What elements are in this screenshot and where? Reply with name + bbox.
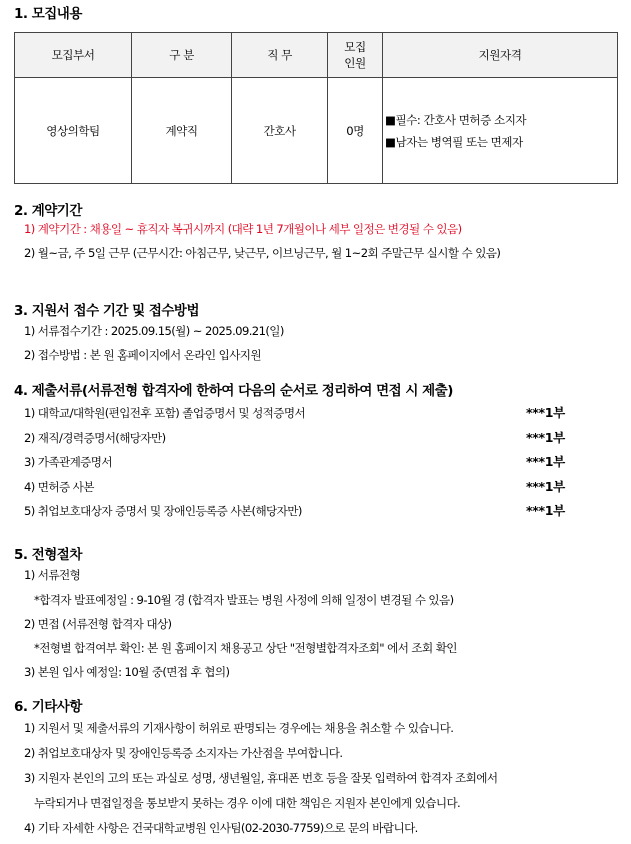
document-item-4: 4) 면허증 사본 bbox=[24, 480, 94, 494]
section-6-title: 6. 기타사항 bbox=[14, 699, 82, 715]
header-job: 직 무 bbox=[232, 33, 328, 78]
application-period-line: 1) 서류접수기간 : 2025.09.15(월) ~ 2025.09.21(일) bbox=[24, 324, 284, 338]
process-step-3: 3) 본원 입사 예정일: 10월 중(면접 후 협의) bbox=[24, 665, 230, 679]
section-3-title: 3. 지원서 접수 기간 및 접수방법 bbox=[14, 303, 200, 319]
contract-period-line: 1) 계약기간 : 채용일 ~ 휴직자 복귀시까지 (대략 1년 7개월이나 세부 일정은 변경될 수 있음) bbox=[24, 222, 462, 236]
other-note-1: 1) 지원서 및 제출서류의 기재사항이 허위로 판명되는 경우에는 채용을 취소할 수 있습니다. bbox=[24, 721, 454, 735]
cell-dept: 영상의학팀 bbox=[15, 78, 132, 184]
document-count-5: ***1부 bbox=[526, 503, 565, 518]
header-count-line2: 인원 bbox=[344, 56, 366, 70]
section-4-title: 4. 제출서류(서류전형 합격자에 한하여 다음의 순서로 정리하여 면접 시 제출) bbox=[14, 383, 453, 399]
qualification-line-1: ■필수: 간호사 면허증 소지자 bbox=[385, 112, 527, 127]
cell-type: 계약직 bbox=[132, 78, 232, 184]
document-count-2: ***1부 bbox=[526, 430, 565, 445]
header-dept: 모집부서 bbox=[15, 33, 132, 78]
document-count-4: ***1부 bbox=[526, 479, 565, 494]
other-note-3-continued: 누락되거나 면접일정을 통보받지 못하는 경우 이에 대한 책임은 지원자 본인에게 있습니다. bbox=[34, 796, 461, 810]
document-count-3: ***1부 bbox=[526, 454, 565, 469]
cell-count: 0명 bbox=[328, 78, 383, 184]
table-header-row bbox=[15, 33, 618, 78]
cell-qualification bbox=[383, 78, 618, 184]
process-note-1: *합격자 발표예정일 : 9-10월 경 (합격자 발표는 병원 사정에 의해 일정이 변경될 수 있음) bbox=[34, 593, 454, 607]
section-5-title: 5. 전형절차 bbox=[14, 547, 82, 563]
cell-job: 간호사 bbox=[232, 78, 328, 184]
document-item-5: 5) 취업보호대상자 증명서 및 장애인등록증 사본(해당자만) bbox=[24, 504, 302, 518]
document-item-3: 3) 가족관계증명서 bbox=[24, 455, 112, 469]
header-count bbox=[328, 33, 383, 78]
section-2-title: 2. 계약기간 bbox=[14, 203, 82, 219]
other-note-2: 2) 취업보호대상자 및 장애인등록증 소지자는 가산점을 부여합니다. bbox=[24, 746, 343, 760]
header-type: 구 분 bbox=[132, 33, 232, 78]
process-note-2: *전형별 합격여부 확인: 본 원 홈페이지 채용공고 상단 "전형별합격자조회" 에서 조회 확인 bbox=[34, 641, 457, 655]
application-method-line: 2) 접수방법 : 본 원 홈페이지에서 온라인 입사지원 bbox=[24, 348, 261, 362]
section-1-title: 1. 모집내용 bbox=[14, 6, 82, 22]
table-row bbox=[15, 78, 618, 184]
header-count-line1: 모집 bbox=[344, 40, 366, 54]
process-step-1: 1) 서류전형 bbox=[24, 568, 81, 582]
process-step-2: 2) 면접 (서류전형 합격자 대상) bbox=[24, 617, 172, 631]
qualification-line-2: ■남자는 병역필 또는 면제자 bbox=[385, 134, 523, 149]
document-item-1: 1) 대학교/대학원(편입전후 포함) 졸업증명서 및 성적증명서 bbox=[24, 406, 306, 420]
header-qualification: 지원자격 bbox=[383, 33, 618, 78]
document-count-1: ***1부 bbox=[526, 405, 565, 420]
other-note-4: 4) 기타 자세한 사항은 건국대학교병원 인사팀(02-2030-7759)으로 문의 바랍니다. bbox=[24, 821, 418, 835]
work-schedule-line: 2) 월~금, 주 5일 근무 (근무시간: 아침근무, 낮근무, 이브닝근무, 월 1~2회 주말근무 실시할 수 있음) bbox=[24, 246, 501, 260]
other-note-3: 3) 지원자 본인의 고의 또는 과실로 성명, 생년월일, 휴대폰 번호 등을 잘못 입력하여 합격자 조회에서 bbox=[24, 771, 498, 785]
document-item-2: 2) 재직/경력증명서(해당자만) bbox=[24, 431, 166, 445]
recruitment-table bbox=[14, 32, 618, 184]
